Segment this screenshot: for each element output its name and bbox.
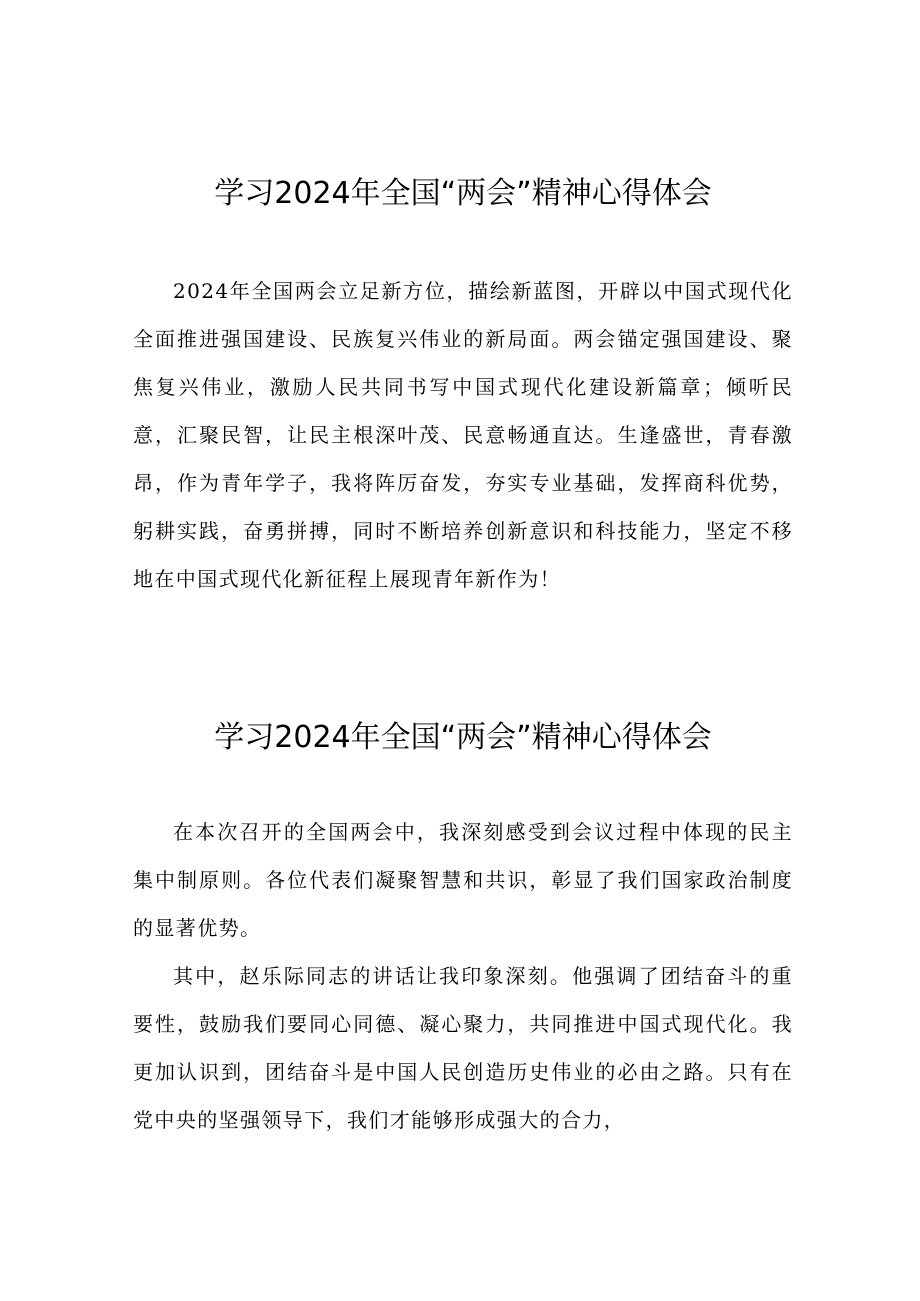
article-paragraph: 其中，赵乐际同志的讲话让我印象深刻。他强调了团结奋斗的重要性，鼓励我们要同心同德、凝心聚力，共同推进中国式现代化。我更加认识到，团结奋斗是中国人民创造历史伟业的必由之路。只有在党中央的坚强领导下，我们才能够形成强大的合力，: [133, 964, 793, 1132]
article-title: 学习2024年全国“两会”精神心得体会: [214, 176, 712, 211]
article-section-2: [133, 712, 793, 1144]
article-paragraph: 在本次召开的全国两会中，我深刻感受到会议过程中体现的民主集中制原则。各位代表们凝聚智慧和共识，彰显了我们国家政治制度的显著优势。: [133, 820, 793, 940]
article-title: 学习2024年全国“两会”精神心得体会: [214, 720, 712, 755]
article-paragraph: 2024年全国两会立足新方位，描绘新蓝图，开辟以中国式现代化全面推进强国建设、民族复兴伟业的新局面。两会锚定强国建设、聚焦复兴伟业，激励人民共同书写中国式现代化建设新篇章；倾听民意，汇聚民智，让民主根深叶茂、民意畅通直达。生逢盛世，青春激昂，作为青年学子，我将阵厉奋发，夯实专业基础，发挥商科优势，躬耕实践，奋勇拼搏，同时不断培养创新意识和科技能力，坚定不移地在中国式现代化新征程上展现青年新作为！: [133, 279, 793, 591]
article-section-1: [133, 168, 793, 603]
